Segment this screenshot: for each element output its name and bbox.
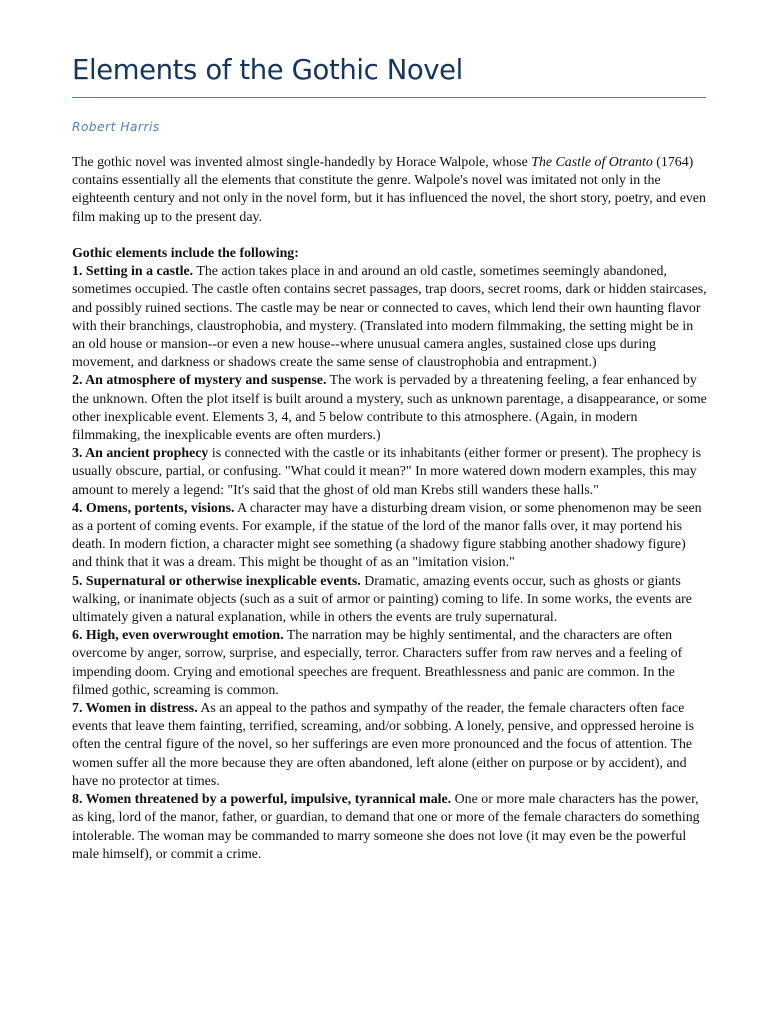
element-heading: 6. High, even overwrought emotion. — [72, 628, 284, 644]
element-text: Dramatic, amazing events occur, such as ghosts or giants walking, or inanimate objects (such as a suit of armor or painting) coming to life. In some works, the events are ultimately given a natural explanation, while in others the events are truly supernatural. — [72, 573, 692, 626]
gothic-element-item — [72, 700, 708, 791]
gothic-element-item — [72, 263, 708, 372]
gothic-element-item — [72, 445, 708, 500]
element-heading: 3. An ancient prophecy — [72, 446, 209, 462]
work-title: The Castle of Otranto — [531, 155, 653, 170]
document-title: Elements of the Gothic Novel — [72, 54, 463, 86]
gothic-element-item — [72, 372, 708, 445]
intro-text-start: The gothic novel was invented almost single-handedly by Horace Walpole, whose — [72, 155, 532, 170]
element-heading: 4. Omens, portents, visions. — [72, 500, 235, 516]
gothic-element-item — [72, 627, 708, 700]
gothic-element-item — [72, 573, 708, 628]
element-heading: 7. Women in distress. — [72, 701, 198, 717]
element-heading: 2. An atmosphere of mystery and suspense. — [72, 373, 327, 389]
element-text: The narration may be highly sentimental, and the characters are often overcome by anger, sorrow, surprise, and especially, terror. Characters suffer from raw nerves and a feeling of impending doom. Crying and emotional speeches are frequent. Breathlessness and panic are common. In the filmed gothic, screaming is common. — [72, 628, 683, 698]
gothic-element-item — [72, 791, 708, 864]
document-body — [72, 154, 708, 864]
element-text: As an appeal to the pathos and sympathy of the reader, the female characters often face events that leave them fainting, terrified, screaming, and/or sobbing. A lonely, pensive, and oppressed heroine is often the central figure of the novel, so her sufferings are even more pronounced and the focus of attention. The women suffer all the more because they are often abandoned, left alone (either on purpose or by accident), and have no protector at times. — [72, 701, 695, 789]
list-heading-text: Gothic elements include the following: — [72, 246, 299, 261]
intro-paragraph — [72, 154, 708, 227]
element-text: is connected with the castle or its inhabitants (either former or present). The prophecy is usually obscure, partial, or confusing. "What could it mean?" In more watered down modern examples, this may amount to merely a legend: "It's said that the ghost of old man Krebs still wanders these halls." — [72, 446, 702, 498]
intro-text-end: (1764) contains essentially all the elements that constitute the genre. Walpole's novel was imitated not only in the eighteenth century and not only in the novel form, but it has influenced the novel, the short story, poetry, and even film making up to the present day. — [72, 155, 706, 225]
gothic-element-item — [72, 500, 708, 573]
element-heading: 5. Supernatural or otherwise inexplicable events. — [72, 573, 361, 589]
element-text: The action takes place in and around an old castle, sometimes seemingly abandoned, sometimes occupied. The castle often contains secret passages, trap doors, secret rooms, dark or hidden staircases, and possibly ruined sections. The castle may be near or connected to caves, which lend their own haunting flavor with their branchings, claustrophobia, and mystery. (Translated into modern filmmaking, the setting might be in an old house or mansion--or even a new house--where unusual camera angles, sustained close ups during movement, and darkness or shadows create the same sense of claustrophobia and entrapment.) — [72, 264, 707, 371]
element-heading: 8. Women threatened by a powerful, impulsive, tyrannical male. — [72, 792, 452, 808]
title-underline-rule — [72, 97, 706, 98]
author-name: Robert Harris — [72, 120, 160, 134]
element-heading: 1. Setting in a castle. — [72, 264, 194, 280]
element-text: A character may have a disturbing dream vision, or some phenomenon may be seen as a portent of coming events. For example, if the statue of the lord of the manor falls over, it may portend his death. In modern fiction, a character might see something (a shadowy figure stabbing another shadowy figure) and think that it was a dream. This might be thought of as an "imitation vision." — [72, 500, 702, 571]
element-text: The work is pervaded by a threatening feeling, a fear enhanced by the unknown. Often the plot itself is built around a mystery, such as unknown parentage, a disappearance, or some other inexplicable event. Elements 3, 4, and 5 below contribute to this atmosphere. (Again, in modern filmmaking, the inexplicable events are often murders.) — [72, 373, 707, 444]
list-heading — [72, 245, 708, 263]
element-text: One or more male characters has the power, as king, lord of the manor, father, or guardian, to demand that one or more of the female characters do something intolerable. The woman may be commanded to marry someone she does not love (it may even be the powerful male himself), or commit a crime. — [72, 792, 700, 862]
